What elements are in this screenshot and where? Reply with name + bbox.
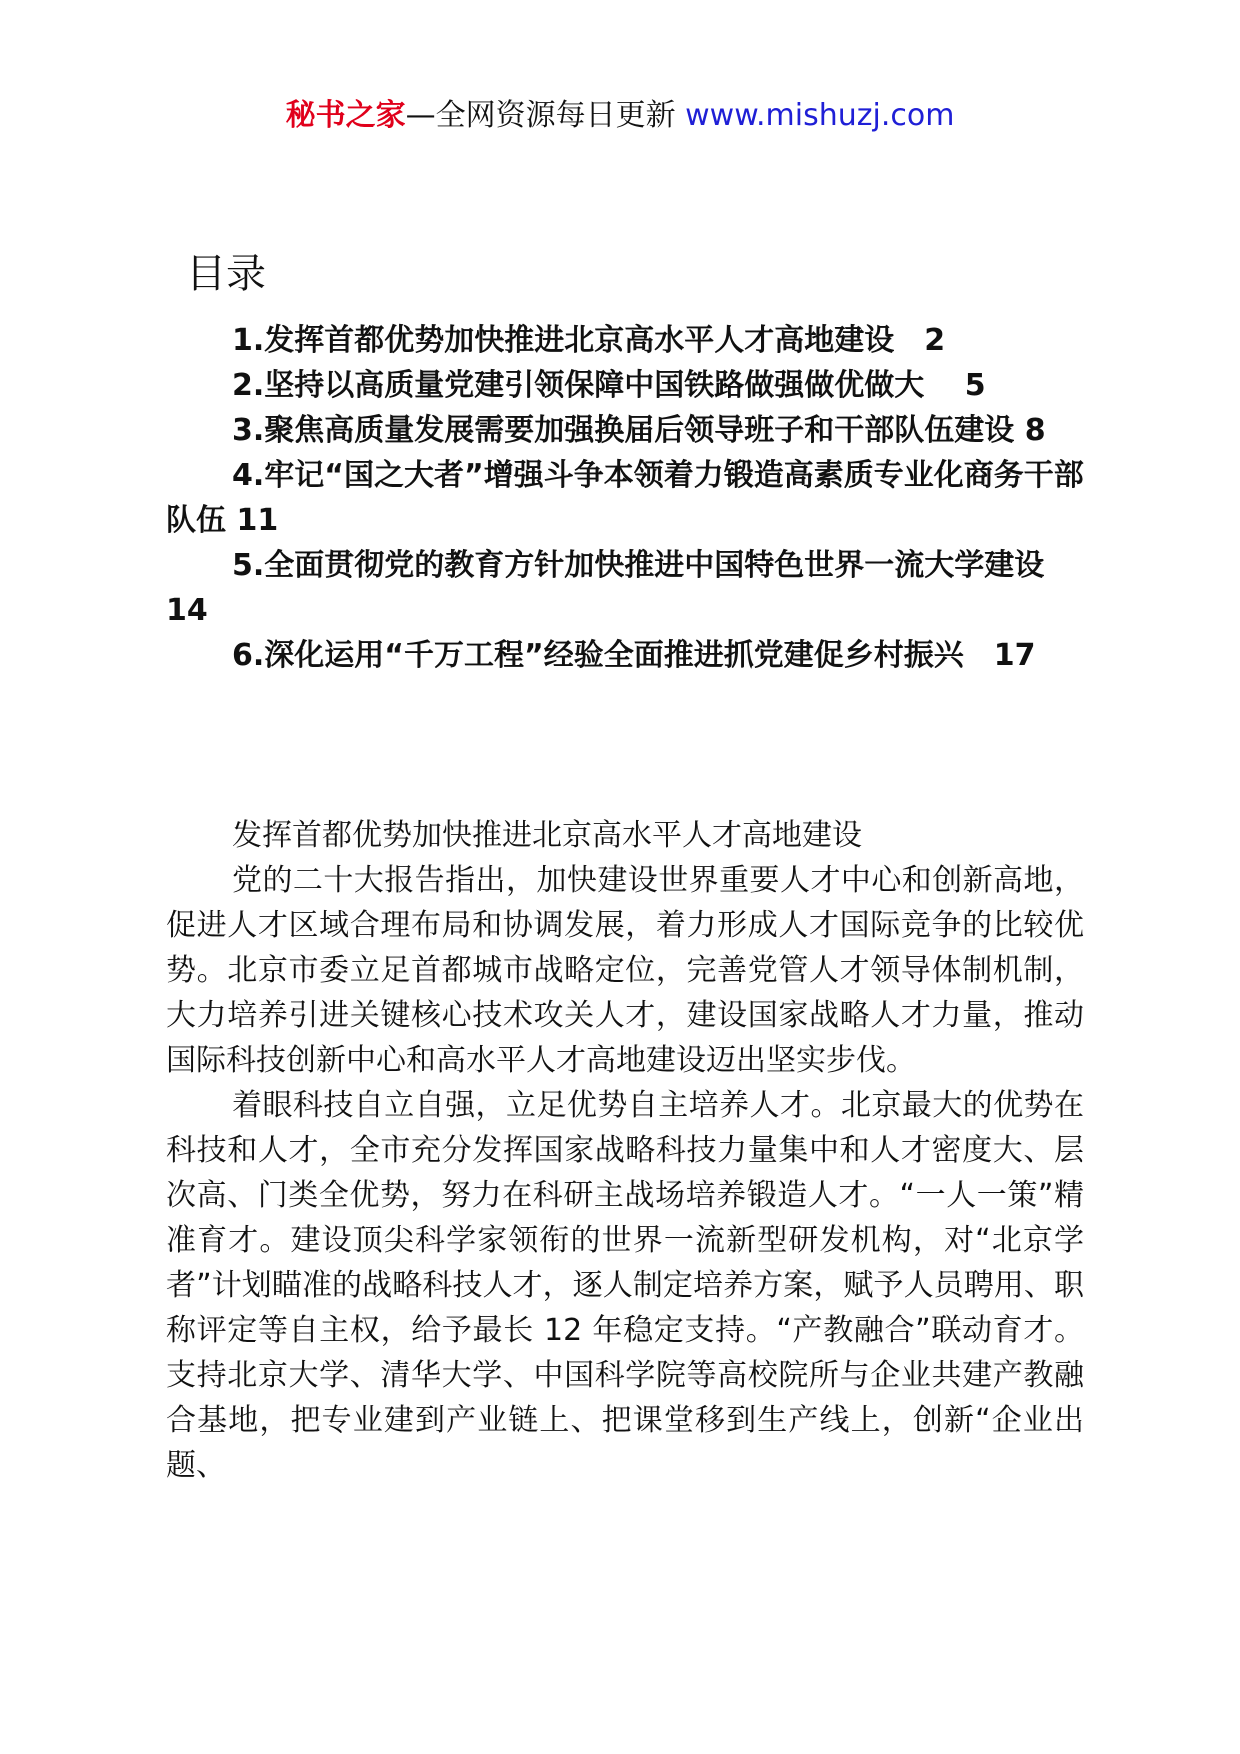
site-url-link[interactable]: www.mishuzj.com: [685, 98, 955, 133]
article-title: 发挥首都优势加快推进北京高水平人才高地建设: [232, 818, 862, 853]
toc-item-3[interactable]: 3.聚焦高质量发展需要加强换届后领导班子和干部队伍建设 8: [232, 413, 1046, 448]
site-tagline: —全网资源每日更新: [405, 98, 676, 133]
table-of-contents: [166, 318, 1084, 678]
toc-item-2[interactable]: 2.坚持以高质量党建引领保障中国铁路做强做优做大 5: [232, 368, 986, 403]
article-paragraph-2: 着眼科技自立自强，立足优势自主培养人才。北京最大的优势在科技和人才，全市充分发挥国家战略科技力量集中和人才密度大、层次高、门类全优势，努力在科研主战场培养锻造人才。“一人一策”精准育才。建设顶尖科学家领衔的世界一流新型研发机构，对“北京学者”计划瞄准的战略科技人才，逐人制定培养方案，赋予人员聘用、职称评定等自主权，给予最长 12 年稳定支持。“产教融合”联动育才。支持北京大学、清华大学、中国科学院等高校院所与企业共建产教融合基地，把专业建到产业链上、把课堂移到生产线上，创新“企业出题、: [166, 1088, 1084, 1483]
toc-item-5[interactable]: 5.全面贯彻党的教育方针加快推进中国特色世界一流大学建设 14: [166, 548, 1045, 628]
page-header: [0, 96, 1240, 136]
article-paragraph-1: 党的二十大报告指出，加快建设世界重要人才中心和创新高地，促进人才区域合理布局和协调发展，着力形成人才国际竞争的比较优势。北京市委立足首都城市战略定位，完善党管人才领导体制机制，大力培养引进关键核心技术攻关人才，建设国家战略人才力量，推动国际科技创新中心和高水平人才高地建设迈出坚实步伐。: [166, 863, 1084, 1078]
toc-item-1[interactable]: 1.发挥首都优势加快推进北京高水平人才高地建设 2: [232, 323, 946, 358]
toc-item-6[interactable]: 6.深化运用“千万工程”经验全面推进抓党建促乡村振兴 17: [232, 638, 1036, 673]
toc-item-4[interactable]: 4.牢记“国之大者”增强斗争本领着力锻造高素质专业化商务干部队伍 11: [166, 458, 1084, 538]
article-body: [166, 813, 1084, 1488]
toc-title: 目录: [186, 251, 266, 297]
site-brand: 秘书之家: [285, 98, 406, 133]
